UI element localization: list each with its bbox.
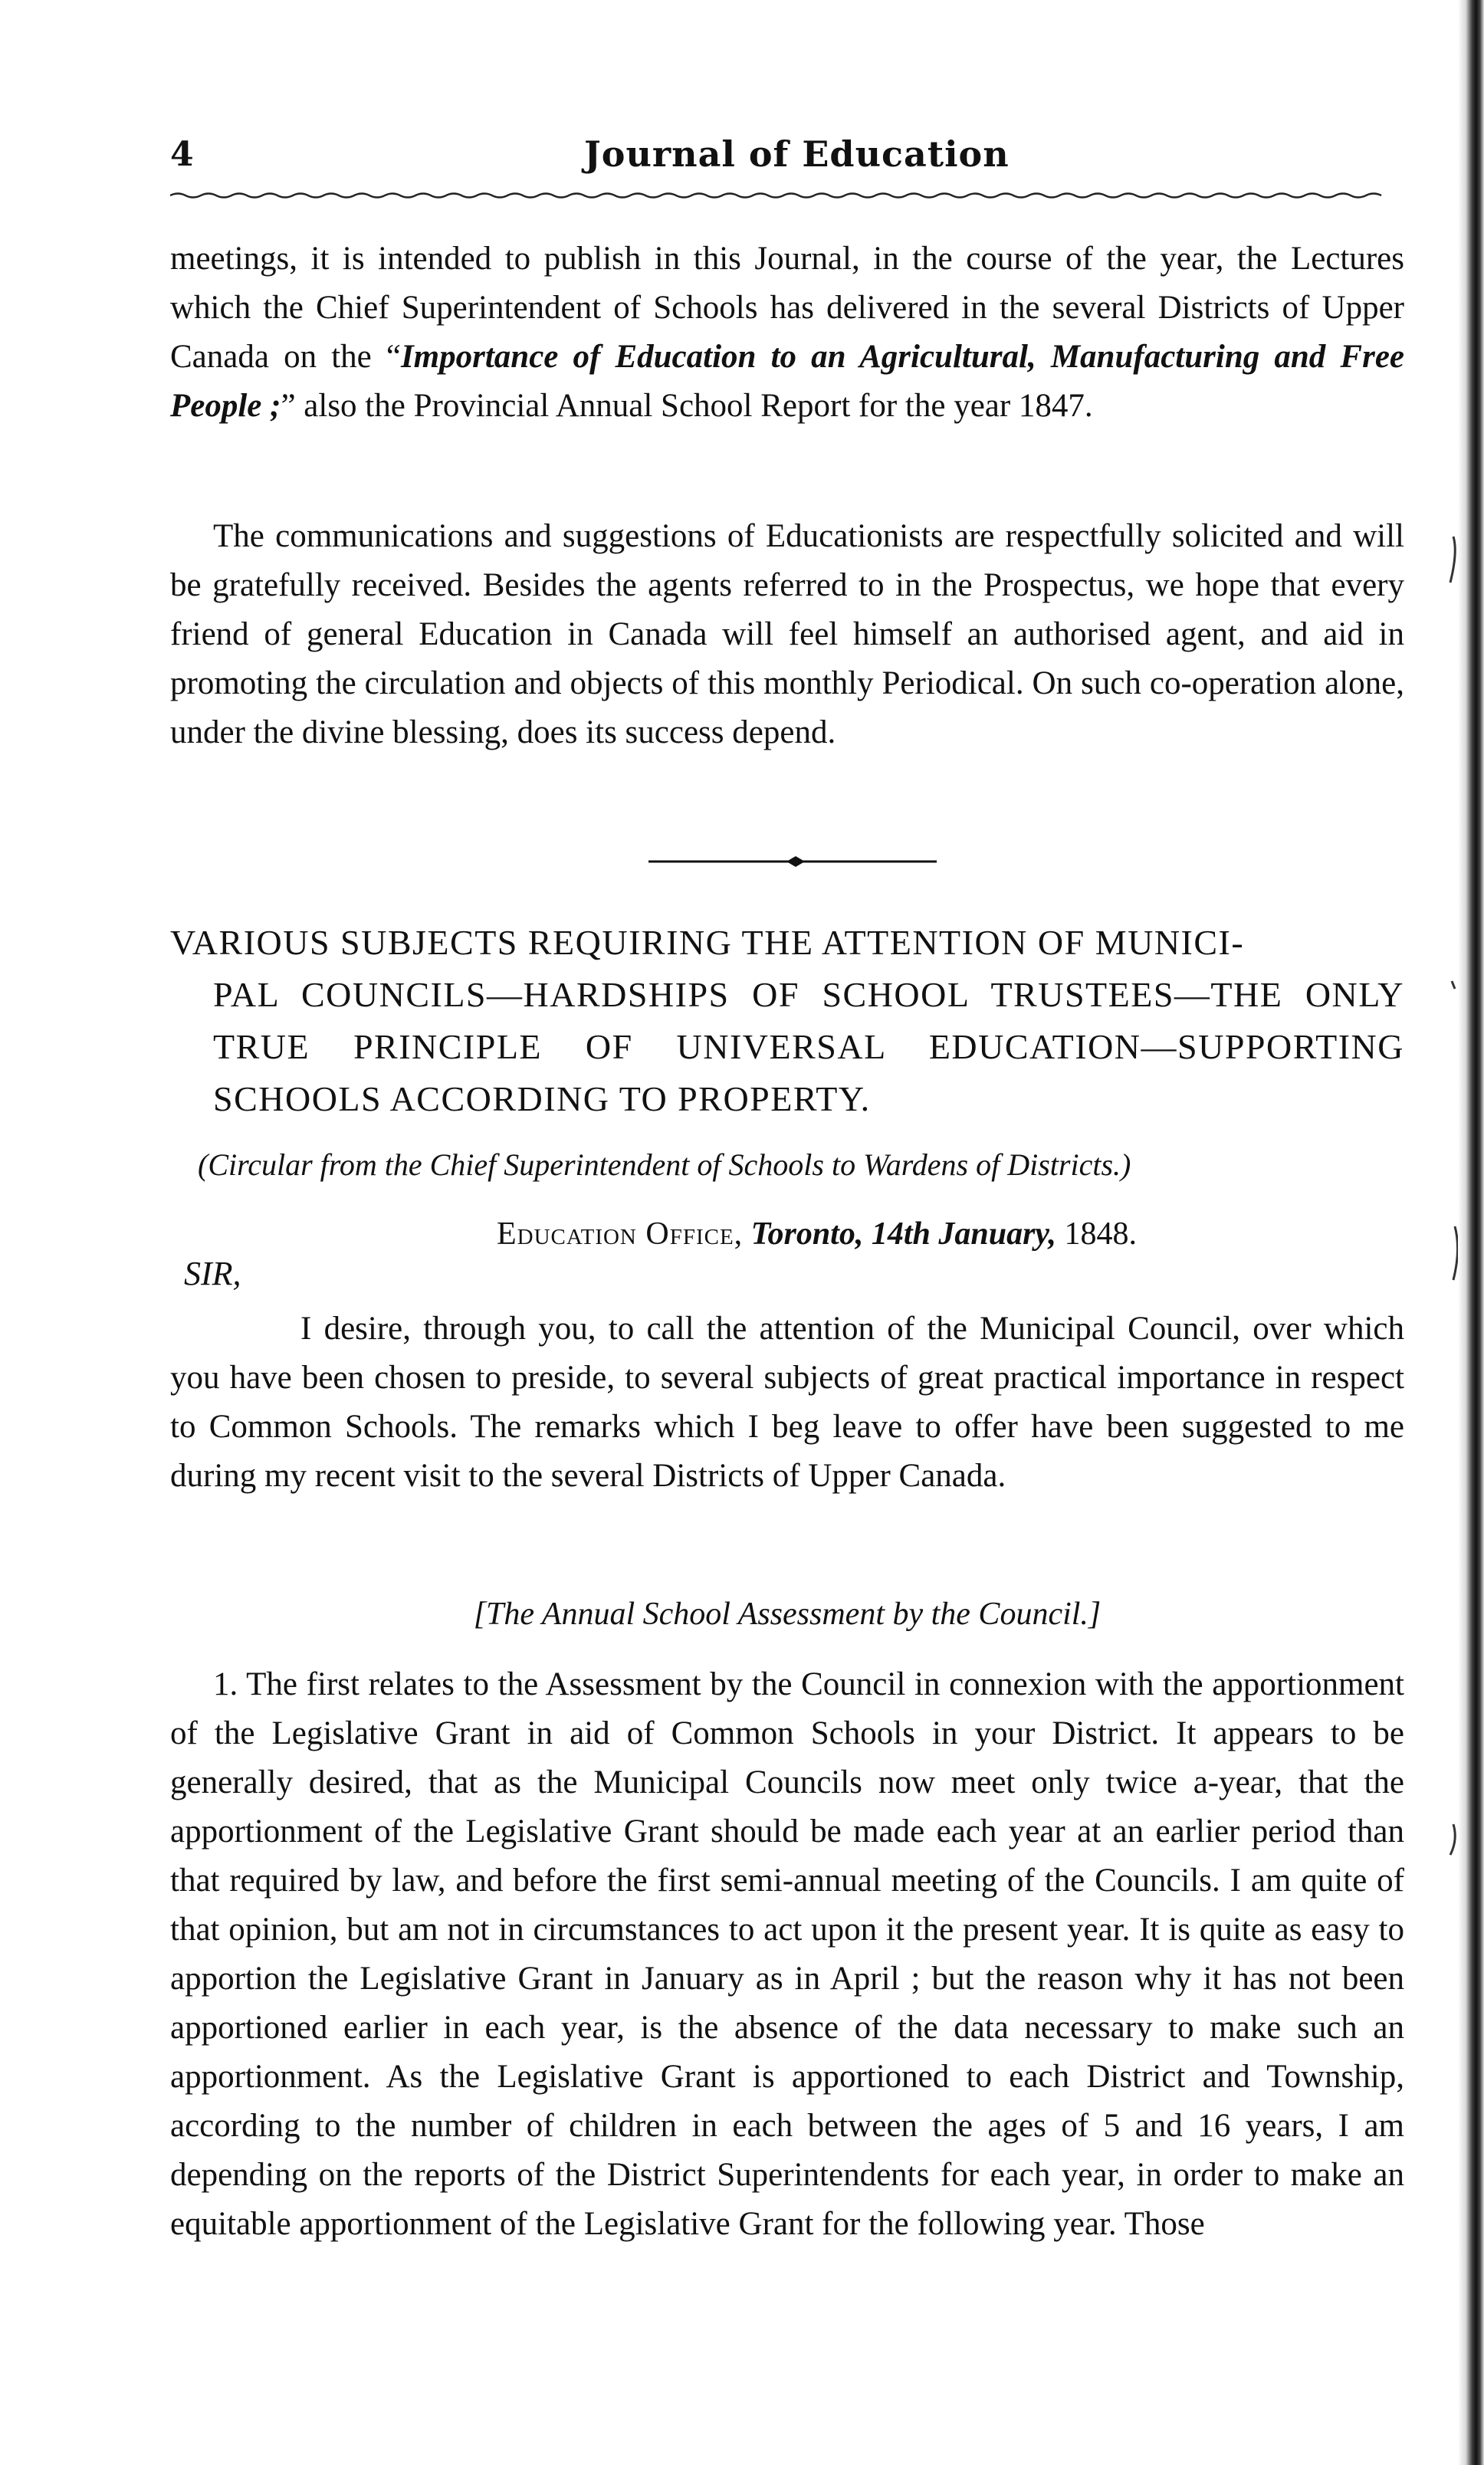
salutation: SIR,	[184, 1255, 241, 1292]
header-rule	[170, 190, 1390, 199]
paragraph-text: I desire, through you, to call the attention of the Municipal Council, over which you have been chosen to preside, to several subjects of great practical importance in respect to Common Schools. The remarks which I beg leave to offer have been suggested to me during my recent visit to the several Districts of Upper Canada.	[170, 1311, 1404, 1494]
page-number: 4	[170, 135, 194, 174]
circular-note: (Circular from the Chief Superintendent of Schools to Wardens of Districts.)	[198, 1147, 1131, 1182]
running-head: Journal of Education	[584, 133, 1010, 175]
section-title-rest: PAL COUNCILS—HARDSHIPS OF SCHOOL TRUSTEES—THE ONLY TRUE PRINCIPLE OF UNIVERSAL EDUCATION—SUPPORTING SCHOOLS ACCORDING TO PROPERTY.	[213, 975, 1404, 1118]
section-title	[170, 917, 1404, 1125]
subheading: [The Annual School Assessment by the Council.]	[473, 1597, 1102, 1632]
paragraph-letter-opening	[170, 1305, 1404, 1501]
page-header	[170, 129, 1390, 198]
paragraph-text: meetings, it is intended to publish in this Journal, in the course of the year, the Lectures which the Chief Superintendent of Schools has delivered in the several Districts of Upper Canada on the “Importance of Education to an Agricultural, Manufacturing and Free People ;” also the Provincial Annual School Report for the year 1847.	[170, 241, 1404, 424]
paragraph-intro	[170, 235, 1404, 431]
section-divider-ornament	[648, 854, 937, 869]
dateline	[497, 1211, 1401, 1257]
dateline-office: Education Office,	[497, 1216, 744, 1252]
section-title-line-1: VARIOUS SUBJECTS REQUIRING THE ATTENTION OF MUNICI-	[170, 923, 1245, 962]
paragraph-assessment	[170, 1660, 1404, 2249]
paragraph-text: 1. The first relates to the Assessment by the Council in connexion with the apportionment of the Legislative Grant in aid of Common Schools in your District. It appears to be generally desired, that as the Municipal Councils now meet only twice a-year, that the apportionment of the Legislative Grant should be made each year at an earlier period than that required by law, and before the first semi-annual meeting of the Councils. I am quite of that opinion, but am not in circumstances to act upon it the present year. It is quite as easy to apportion the Legislative Grant in January as in April ; but the reason why it has not been apportioned earlier in each year, is the absence of the data necessary to make such an apportionment. As the Legislative Grant is apportioned to each District and Township, according to the number of children in each between the ages of 5 and 16 years, I am depending on the reports of the District Superintendents for each year, in order to make an equitable apportionment of the Legislative Grant for the following year. Those	[170, 1666, 1404, 2242]
paragraph-communications	[170, 512, 1404, 757]
binding-edge	[1458, 0, 1484, 2465]
dateline-year: 1848.	[1064, 1216, 1138, 1252]
dateline-date: 14th January,	[871, 1216, 1057, 1252]
dateline-place: Toronto,	[750, 1216, 864, 1252]
paragraph-text: The communications and suggestions of Educationists are respectfully solicited and will be gratefully received. Besides the agents referred to in the Prospectus, we hope that every friend of general Education in Canada will feel himself an authorised agent, and aid in promoting the circulation and objects of this monthly Periodical. On such co-operation alone, under the divine blessing, does its success depend.	[170, 518, 1404, 750]
